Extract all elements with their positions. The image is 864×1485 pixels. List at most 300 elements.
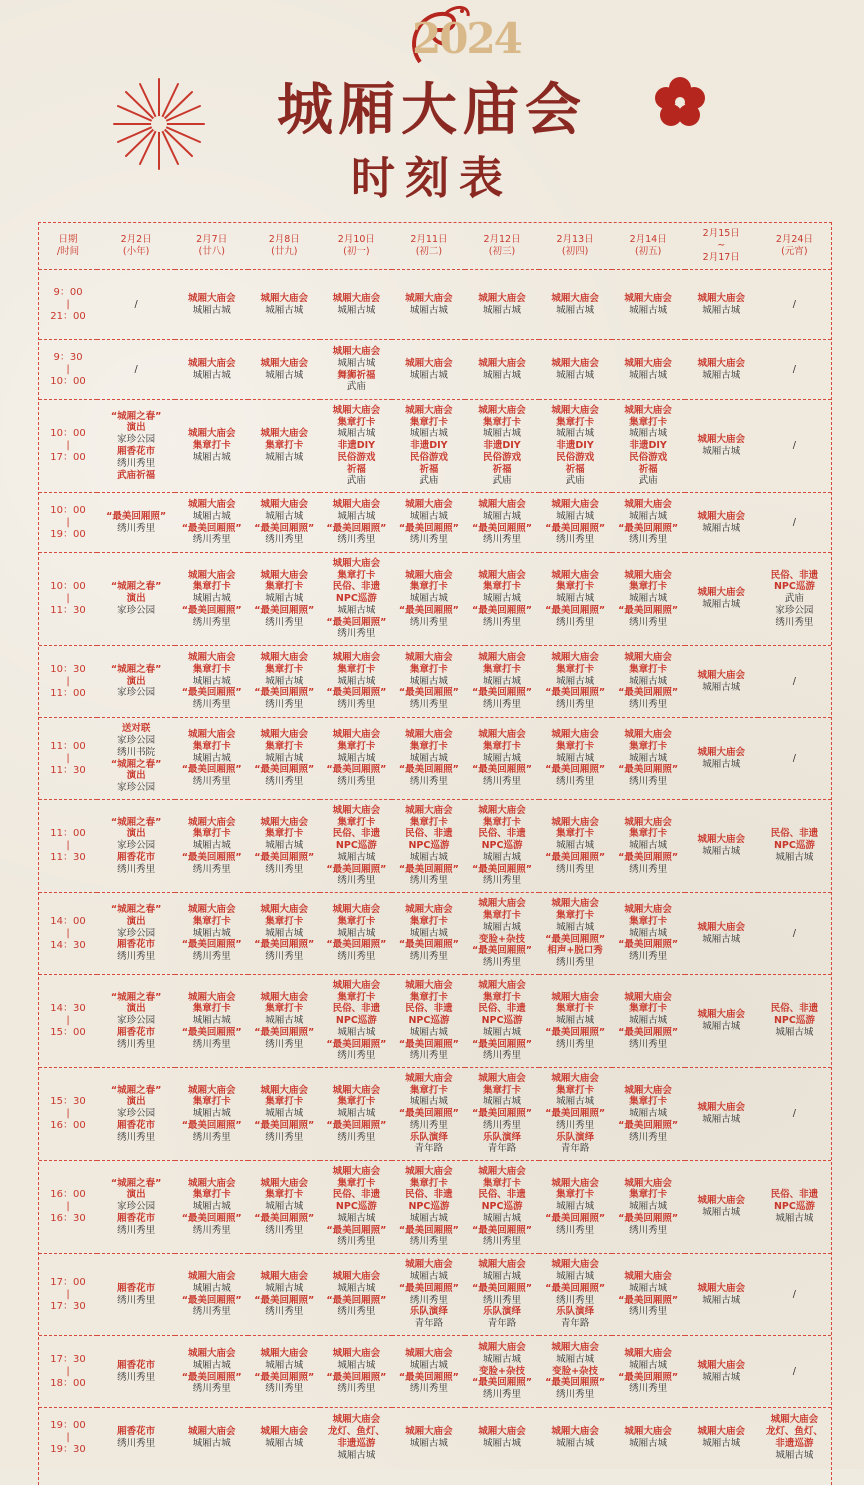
event-location: 城厢古城 bbox=[409, 1212, 448, 1224]
event-location: 城厢古城 bbox=[556, 369, 595, 381]
event-location: 武庙 bbox=[346, 475, 366, 487]
event-name: 民俗、非遗 bbox=[332, 1003, 381, 1015]
event-name: 集章打卡 bbox=[556, 909, 595, 921]
event-location: 绣川秀里 bbox=[265, 1306, 304, 1318]
event-name: 城厢大庙会 bbox=[187, 1347, 236, 1359]
event-name: 城厢大庙会 bbox=[187, 292, 236, 304]
time-line: | bbox=[66, 840, 70, 851]
event-name: 城厢大庙会 bbox=[405, 357, 453, 369]
event-cell bbox=[685, 340, 758, 400]
event-location: 城厢古城 bbox=[629, 593, 668, 605]
event-name: 集章打卡 bbox=[629, 1096, 668, 1108]
event-cell bbox=[175, 340, 248, 400]
event-name: “最美回厢照” bbox=[326, 1224, 387, 1236]
event-location: 城厢古城 bbox=[483, 1096, 522, 1108]
column-header-line: 2月7日 bbox=[196, 234, 228, 245]
event-name: 集章打卡 bbox=[265, 1096, 304, 1108]
event-name: “最美回厢照” bbox=[398, 863, 459, 875]
event-name: 城厢大庙会 bbox=[332, 498, 381, 510]
event-cell bbox=[97, 1254, 175, 1336]
event-cell bbox=[539, 553, 612, 646]
event-name: 城厢大庙会 bbox=[624, 991, 672, 1003]
event-cell bbox=[392, 1408, 465, 1468]
event-name: 集章打卡 bbox=[629, 416, 668, 428]
column-header-line: (初五) bbox=[634, 246, 662, 257]
event-location: 绣川秀里 bbox=[337, 534, 376, 546]
event-name: 厢香花市 bbox=[117, 1026, 156, 1038]
event-name: 龙灯、鱼灯、 bbox=[327, 1425, 385, 1437]
event-location: 家珍公园 bbox=[117, 1108, 156, 1120]
column-header bbox=[320, 223, 392, 270]
event-name: 集章打卡 bbox=[483, 991, 522, 1003]
event-name: “最美回厢照” bbox=[472, 764, 532, 776]
event-name: 城厢大庙会 bbox=[697, 357, 745, 369]
column-header-line: 2月13日 bbox=[556, 234, 594, 245]
event-location: 城厢古城 bbox=[702, 933, 741, 945]
event-location: 青年路 bbox=[487, 1318, 517, 1330]
event-location: 绣川秀里 bbox=[483, 1389, 522, 1401]
schedule-table bbox=[38, 222, 832, 1485]
event-name: “最美回厢照” bbox=[545, 1026, 606, 1038]
event-cell bbox=[465, 1161, 538, 1254]
event-location: 绣川秀里 bbox=[192, 1224, 231, 1236]
event-cell bbox=[175, 718, 248, 800]
event-name: 集章打卡 bbox=[409, 816, 448, 828]
event-location: 绣川秀里 bbox=[409, 1383, 448, 1395]
time-cell bbox=[39, 1254, 97, 1336]
column-header bbox=[465, 223, 538, 270]
event-location: 绣川秀里 bbox=[556, 1119, 595, 1131]
column-header-line: (廿九) bbox=[271, 246, 298, 257]
time-line: 11：30 bbox=[50, 605, 86, 616]
event-location: 绣川秀里 bbox=[117, 1224, 156, 1236]
event-location: 城厢古城 bbox=[265, 752, 304, 764]
column-header bbox=[758, 223, 831, 270]
event-location: 绣川秀里 bbox=[629, 1038, 668, 1050]
column-header-line: (初四) bbox=[561, 246, 589, 257]
event-name: “最美回厢照” bbox=[545, 604, 606, 616]
event-name: 乐队演绎 bbox=[409, 1306, 448, 1318]
event-name: 集章打卡 bbox=[556, 416, 595, 428]
event-name: “最美回厢照” bbox=[181, 939, 242, 951]
event-name: “最美回厢照” bbox=[472, 687, 532, 699]
event-name: 城厢大庙会 bbox=[478, 1425, 526, 1437]
event-location: 城厢古城 bbox=[629, 840, 668, 852]
event-name: 城厢大庙会 bbox=[697, 292, 745, 304]
event-name: “最美回厢照” bbox=[181, 604, 242, 616]
event-cell bbox=[320, 1408, 392, 1468]
event-name: 城厢大庙会 bbox=[697, 921, 745, 933]
event-name: NPC巡游 bbox=[335, 1015, 377, 1027]
event-name: “最美回厢照” bbox=[618, 1026, 679, 1038]
column-header-line: 2月2日 bbox=[120, 234, 152, 245]
event-location: 城厢古城 bbox=[337, 752, 376, 764]
event-cell bbox=[758, 400, 831, 493]
event-location: 城厢古城 bbox=[265, 1282, 304, 1294]
time-cell bbox=[39, 893, 97, 975]
time-line: | bbox=[66, 927, 70, 939]
event-location: 武庙 bbox=[565, 475, 585, 487]
event-location: 绣川秀里 bbox=[192, 699, 231, 711]
column-header-line: (小年) bbox=[122, 246, 150, 257]
time-line: | bbox=[66, 363, 70, 375]
event-location: 城厢古城 bbox=[483, 428, 522, 440]
event-name: 城厢大庙会 bbox=[187, 1177, 236, 1189]
event-name: “最美回厢照” bbox=[181, 1026, 242, 1038]
event-name: 集章打卡 bbox=[629, 828, 668, 840]
event-cell bbox=[539, 893, 612, 975]
event-location: 家珍公园 bbox=[117, 604, 156, 616]
event-name: 城厢大庙会 bbox=[697, 1425, 745, 1437]
event-location: 绣川秀里 bbox=[192, 1038, 231, 1050]
event-cell bbox=[539, 1161, 612, 1254]
event-name: 城厢大庙会 bbox=[332, 1270, 381, 1282]
event-cell bbox=[612, 400, 685, 493]
event-name: 城厢大庙会 bbox=[478, 1072, 526, 1084]
time-line: | bbox=[66, 1431, 70, 1443]
event-name: 厢香花市 bbox=[117, 939, 156, 951]
event-cell bbox=[175, 1336, 248, 1408]
event-name: “最美回厢照” bbox=[472, 945, 532, 957]
event-name: 民俗、非遗 bbox=[332, 581, 381, 593]
event-location: 城厢古城 bbox=[265, 1015, 304, 1027]
time-line: 11：30 bbox=[50, 764, 86, 776]
event-name: 城厢大庙会 bbox=[697, 1102, 745, 1114]
event-name: “最美回厢照” bbox=[545, 1212, 606, 1224]
event-name: 乐队演绎 bbox=[556, 1131, 595, 1143]
event-name: “最美回厢照” bbox=[472, 1377, 532, 1389]
event-location: 城厢古城 bbox=[337, 1026, 376, 1038]
event-cell bbox=[97, 893, 175, 975]
event-cell bbox=[465, 270, 538, 340]
event-location: 家珍公园 bbox=[117, 734, 156, 746]
event-name: 集章打卡 bbox=[192, 740, 231, 752]
event-name: 城厢大庙会 bbox=[551, 1259, 599, 1271]
table-row bbox=[39, 1254, 831, 1336]
event-name: 城厢大庙会 bbox=[551, 1177, 599, 1189]
event-location: 城厢古城 bbox=[702, 369, 741, 381]
event-cell bbox=[465, 553, 538, 646]
event-location: 城厢古城 bbox=[556, 1201, 595, 1213]
event-name: “最美回厢照” bbox=[254, 939, 315, 951]
event-name: 城厢大庙会 bbox=[405, 1259, 453, 1271]
event-cell bbox=[320, 800, 392, 893]
event-location: 城厢古城 bbox=[192, 451, 231, 463]
event-location: 城厢古城 bbox=[409, 369, 448, 381]
event-location: 青年路 bbox=[414, 1318, 444, 1330]
event-cell bbox=[539, 718, 612, 800]
event-location: 青年路 bbox=[487, 1143, 517, 1155]
event-name: 集章打卡 bbox=[337, 569, 376, 581]
event-name: 武庙祈福 bbox=[117, 469, 156, 481]
event-name: 城厢大庙会 bbox=[551, 498, 599, 510]
event-location: 城厢古城 bbox=[483, 752, 522, 764]
event-name: 民俗、非遗 bbox=[405, 828, 453, 840]
event-location: 城厢古城 bbox=[265, 451, 304, 463]
event-location: 城厢古城 bbox=[409, 1026, 448, 1038]
event-cell bbox=[539, 800, 612, 893]
event-name: 祈福 bbox=[638, 463, 658, 475]
event-cell bbox=[612, 553, 685, 646]
event-location: 城厢古城 bbox=[556, 1015, 595, 1027]
event-name: 变脸+杂技 bbox=[479, 1365, 525, 1377]
event-name: 城厢大庙会 bbox=[187, 652, 236, 663]
event-name: NPC巡游 bbox=[408, 1201, 450, 1213]
event-name: 城厢大庙会 bbox=[405, 804, 453, 816]
event-cell bbox=[97, 1408, 175, 1468]
event-name: “最美回厢照” bbox=[326, 616, 387, 628]
event-location: 绣川秀里 bbox=[775, 616, 814, 628]
event-location: 城厢古城 bbox=[265, 369, 304, 381]
event-cell bbox=[612, 1408, 685, 1468]
event-location: 城厢古城 bbox=[265, 840, 304, 852]
table-row bbox=[39, 400, 831, 493]
event-cell bbox=[685, 1408, 758, 1468]
event-location: 绣川秀里 bbox=[556, 957, 595, 969]
event-cell bbox=[175, 270, 248, 340]
event-location: 绣川秀里 bbox=[409, 776, 448, 788]
event-name: 城厢大庙会 bbox=[624, 1177, 672, 1189]
event-location: 青年路 bbox=[560, 1318, 590, 1330]
event-name: 集章打卡 bbox=[629, 1189, 668, 1201]
event-cell bbox=[465, 646, 538, 718]
event-name: 集章打卡 bbox=[265, 1003, 304, 1015]
event-name: 城厢大庙会 bbox=[405, 404, 453, 416]
event-name: 城厢大庙会 bbox=[332, 1165, 381, 1177]
time-line: 16：00 bbox=[50, 1120, 86, 1131]
event-cell bbox=[465, 340, 538, 400]
event-name: 乐队演绎 bbox=[483, 1306, 522, 1318]
event-location: 绣川秀里 bbox=[556, 699, 595, 711]
event-location: 城厢古城 bbox=[192, 510, 231, 522]
event-name: “最美回厢照” bbox=[472, 863, 532, 875]
event-location: 绣川秀里 bbox=[265, 616, 304, 628]
event-cell bbox=[320, 270, 392, 340]
event-location: 绣川秀里 bbox=[483, 616, 522, 628]
event-name: “最美回厢照” bbox=[398, 1224, 459, 1236]
event-cell bbox=[175, 893, 248, 975]
event-cell bbox=[685, 975, 758, 1068]
event-name: 城厢大庙会 bbox=[260, 569, 309, 581]
event-cell bbox=[320, 718, 392, 800]
time-line: 9：30 bbox=[53, 351, 83, 363]
event-cell bbox=[248, 1068, 320, 1161]
event-location: 绣川秀里 bbox=[629, 1131, 668, 1143]
event-location: 城厢古城 bbox=[702, 446, 741, 457]
time-line: 17：30 bbox=[50, 1300, 86, 1312]
event-location: 城厢古城 bbox=[702, 1114, 741, 1125]
event-name: “最美回厢照” bbox=[618, 764, 679, 776]
table-header-row bbox=[39, 223, 831, 270]
event-name: 演出 bbox=[126, 675, 146, 687]
event-name: 集章打卡 bbox=[265, 663, 304, 675]
table-row bbox=[39, 975, 831, 1068]
event-location: 青年路 bbox=[414, 1143, 444, 1155]
event-cell bbox=[320, 975, 392, 1068]
event-location: 城厢古城 bbox=[629, 428, 668, 440]
time-line: | bbox=[66, 298, 70, 310]
event-cell bbox=[97, 1336, 175, 1408]
event-location: 绣川秀里 bbox=[483, 1119, 522, 1131]
event-location: 城厢古城 bbox=[337, 357, 376, 369]
event-location: 城厢古城 bbox=[409, 593, 448, 605]
event-name: 集章打卡 bbox=[192, 663, 231, 675]
event-location: 绣川秀里 bbox=[483, 534, 522, 546]
event-name: 城厢大庙会 bbox=[624, 1270, 672, 1282]
event-name: 集章打卡 bbox=[337, 1177, 376, 1189]
event-name: 城厢大庙会 bbox=[624, 357, 672, 369]
event-cell bbox=[758, 493, 831, 553]
event-name: 城厢大庙会 bbox=[405, 1425, 453, 1437]
event-cell bbox=[97, 1068, 175, 1161]
event-name: 城厢大庙会 bbox=[551, 292, 599, 304]
time-line: 9：00 bbox=[53, 286, 83, 298]
event-location: / bbox=[792, 363, 796, 375]
event-location: 城厢古城 bbox=[556, 1437, 595, 1449]
event-name: 集章打卡 bbox=[629, 663, 668, 675]
event-cell bbox=[539, 493, 612, 553]
event-location: 绣川秀里 bbox=[337, 1236, 376, 1248]
event-location: 绣川秀里 bbox=[192, 1383, 231, 1395]
event-name: 城厢大庙会 bbox=[624, 569, 672, 581]
event-cell bbox=[248, 646, 320, 718]
event-name: 城厢大庙会 bbox=[551, 991, 599, 1003]
event-cell bbox=[539, 1068, 612, 1161]
event-name: 集章打卡 bbox=[556, 1003, 595, 1015]
event-name: 城厢大庙会 bbox=[697, 669, 745, 681]
event-location: 城厢古城 bbox=[192, 675, 231, 687]
event-location: / bbox=[792, 675, 796, 687]
event-cell bbox=[320, 1161, 392, 1254]
event-name: 集章打卡 bbox=[409, 740, 448, 752]
event-name: 城厢大庙会 bbox=[187, 357, 236, 369]
event-location: 绣川秀里 bbox=[409, 1294, 448, 1306]
event-location: 城厢古城 bbox=[629, 1015, 668, 1027]
event-location: 绣川秀里 bbox=[629, 699, 668, 711]
event-name: “最美回厢照” bbox=[545, 522, 606, 534]
event-name: 集章打卡 bbox=[337, 416, 376, 428]
event-name: “最美回厢照” bbox=[398, 687, 459, 699]
event-location: 绣川秀里 bbox=[192, 776, 231, 788]
time-line: 10：00 bbox=[50, 581, 86, 592]
event-name: 城厢大庙会 bbox=[260, 357, 309, 369]
event-name: “最美回厢照” bbox=[106, 510, 167, 522]
event-name: 集章打卡 bbox=[483, 1084, 522, 1096]
event-name: 集章打卡 bbox=[556, 740, 595, 752]
event-location: 城厢古城 bbox=[192, 1015, 231, 1027]
event-name: 城厢大庙会 bbox=[551, 1072, 599, 1084]
event-cell bbox=[685, 1336, 758, 1408]
event-location: 绣川秀里 bbox=[337, 1050, 376, 1062]
column-header bbox=[392, 223, 465, 270]
event-name: 城厢大庙会 bbox=[187, 729, 236, 740]
event-name: 非遗巡游 bbox=[775, 1437, 814, 1449]
table-row bbox=[39, 718, 831, 800]
event-cell bbox=[320, 400, 392, 493]
event-location: 绣川秀里 bbox=[629, 1306, 668, 1318]
event-name: 民俗游戏 bbox=[483, 451, 522, 463]
event-cell bbox=[612, 1336, 685, 1408]
column-header bbox=[685, 223, 758, 270]
event-location: 绣川秀里 bbox=[629, 863, 668, 875]
event-name: “最美回厢照” bbox=[618, 604, 679, 616]
event-name: 城厢大庙会 bbox=[624, 1084, 672, 1096]
event-location: 城厢古城 bbox=[483, 851, 522, 863]
event-location: 武庙 bbox=[784, 593, 804, 605]
event-cell bbox=[758, 800, 831, 893]
event-location: 城厢古城 bbox=[337, 927, 376, 939]
time-line: | bbox=[66, 516, 70, 528]
event-cell bbox=[758, 893, 831, 975]
event-name: 民俗、非遗 bbox=[770, 569, 819, 581]
time-line: | bbox=[66, 752, 70, 764]
event-cell bbox=[758, 975, 831, 1068]
event-name: “最美回厢照” bbox=[254, 522, 315, 534]
event-location: 绣川秀里 bbox=[337, 1306, 376, 1318]
event-location: 家珍公园 bbox=[117, 1201, 156, 1213]
event-location: 绣川秀里 bbox=[337, 951, 376, 963]
event-location: 城厢古城 bbox=[409, 752, 448, 764]
event-location: 绣川秀里 bbox=[265, 1383, 304, 1395]
table-row bbox=[39, 1408, 831, 1468]
event-name: “最美回厢照” bbox=[326, 1038, 387, 1050]
event-location: 城厢古城 bbox=[556, 1096, 595, 1108]
time-cell bbox=[39, 270, 97, 340]
event-name: “最美回厢照” bbox=[472, 1282, 532, 1294]
event-name: 非遗DIY bbox=[629, 440, 667, 452]
event-name: 集章打卡 bbox=[556, 1084, 595, 1096]
event-name: 城厢大庙会 bbox=[551, 1425, 599, 1437]
event-location: 绣川秀里 bbox=[192, 863, 231, 875]
event-name: “最美回厢照” bbox=[398, 1038, 459, 1050]
event-location: 绣川秀里 bbox=[117, 863, 156, 875]
event-name: 演出 bbox=[126, 828, 146, 840]
event-name: “最美回厢照” bbox=[181, 1119, 242, 1131]
event-name: 城厢大庙会 bbox=[405, 498, 453, 510]
event-cell bbox=[465, 493, 538, 553]
event-cell bbox=[97, 493, 175, 553]
event-name: 城厢大庙会 bbox=[478, 292, 526, 304]
event-location: 城厢古城 bbox=[702, 846, 741, 857]
event-name: 民俗、非遗 bbox=[405, 1003, 453, 1015]
event-name: 集章打卡 bbox=[409, 416, 448, 428]
event-cell bbox=[248, 718, 320, 800]
event-location: 城厢古城 bbox=[483, 1026, 522, 1038]
event-location: 绣川秀里 bbox=[265, 534, 304, 546]
event-name: 城厢大庙会 bbox=[405, 904, 453, 915]
event-location: 城厢古城 bbox=[409, 927, 448, 939]
event-name: “最美回厢照” bbox=[545, 1108, 606, 1120]
event-name: 城厢大庙会 bbox=[478, 1342, 526, 1353]
event-name: “最美回厢照” bbox=[472, 1108, 532, 1120]
event-name: “最美回厢照” bbox=[326, 687, 387, 699]
event-location: 城厢古城 bbox=[556, 921, 595, 933]
event-name: “最美回厢照” bbox=[472, 1224, 532, 1236]
event-name: 城厢大庙会 bbox=[697, 1282, 745, 1294]
event-name: 城厢大庙会 bbox=[478, 979, 526, 991]
event-name: 城厢大庙会 bbox=[187, 991, 236, 1003]
event-name: 集章打卡 bbox=[409, 663, 448, 675]
event-name: “最美回厢照” bbox=[545, 1377, 606, 1389]
event-name: 乐队演绎 bbox=[556, 1306, 595, 1318]
event-name: 城厢大庙会 bbox=[260, 292, 309, 304]
event-name: 厢香花市 bbox=[117, 1359, 156, 1371]
event-name: 城厢大庙会 bbox=[332, 292, 381, 304]
event-location: 绣川秀里 bbox=[409, 616, 448, 628]
event-cell bbox=[758, 1161, 831, 1254]
time-cell bbox=[39, 1068, 97, 1161]
event-cell bbox=[612, 1254, 685, 1336]
